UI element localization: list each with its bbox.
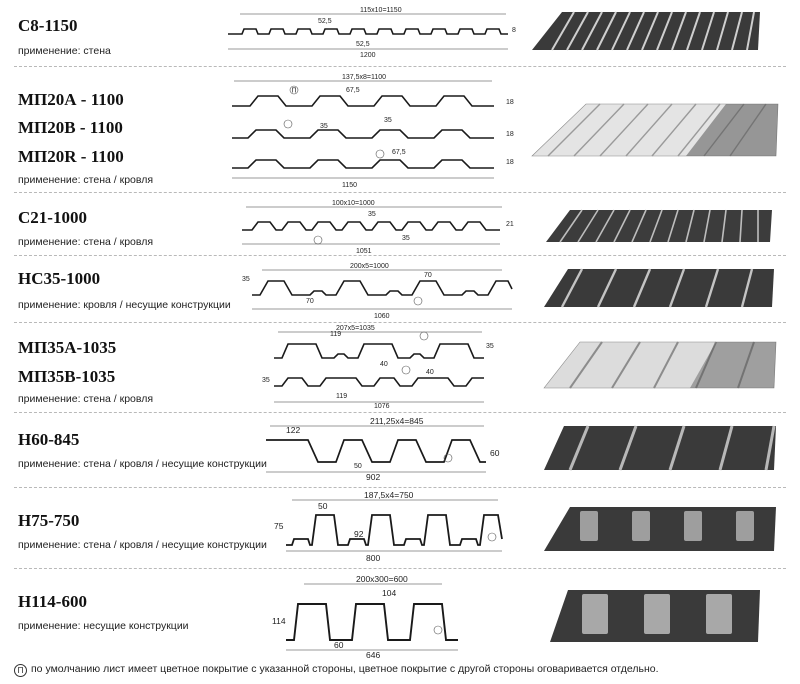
dim-a: 119 <box>330 331 342 338</box>
dim-b: 40 <box>380 361 388 368</box>
profile-row-c8 <box>0 0 800 62</box>
dim-overall: 115х10=1150 <box>360 7 402 14</box>
row-separator <box>14 412 786 413</box>
dim-a: 50 <box>318 501 328 511</box>
profile-title: С8-1150 <box>18 16 78 35</box>
profile-title: НС35-1000 <box>18 269 101 288</box>
sheet-photo <box>540 336 780 400</box>
profile-row-c21 <box>0 194 800 255</box>
dim-height: 21 <box>506 221 514 228</box>
profile-drawing <box>220 2 520 57</box>
row-separator <box>14 487 786 488</box>
dim-a: 70 <box>424 272 432 279</box>
profile-usage: применение: стена / кровля <box>18 236 154 248</box>
dim-width: 1051 <box>356 248 372 255</box>
dim-width: 800 <box>366 553 381 563</box>
dim-height-2: 18 <box>506 131 514 138</box>
dim-height: 18 <box>506 99 514 106</box>
sheet-photo <box>540 204 780 250</box>
dim-width: 1076 <box>374 403 390 410</box>
row-separator <box>14 66 786 67</box>
sheet-photo <box>526 96 786 176</box>
profile-title: МП35В-1035 <box>18 367 116 386</box>
dim-overall: 211,25х4=845 <box>370 416 424 426</box>
dim-b: 50 <box>354 463 362 470</box>
sheet-photo <box>540 420 780 480</box>
profile-usage: применение: стена / кровля <box>18 174 154 186</box>
dim-d: 119 <box>336 393 348 400</box>
dim-c: 40 <box>426 369 434 376</box>
dim-height: 35 <box>486 343 494 350</box>
profile-drawing <box>240 259 530 321</box>
profile-drawing <box>262 414 502 484</box>
profile-row-mp35 <box>0 324 800 410</box>
profile-usage: применение: стена <box>18 45 111 57</box>
profile-title: С21-1000 <box>18 208 87 227</box>
p-mark-icon: П <box>14 664 27 677</box>
dim-a: 67,5 <box>346 87 360 94</box>
profile-title: МП20R - 1100 <box>18 147 124 166</box>
sheet-photo <box>522 6 772 58</box>
dim-a: 35 <box>368 211 376 218</box>
profile-drawing <box>222 70 522 190</box>
dim-width: 646 <box>366 650 381 660</box>
profile-usage: применение: стена / кровля / несущие конструкции <box>18 539 267 551</box>
profile-title: Н114-600 <box>18 592 87 611</box>
dim-overall: 137,5х8=1100 <box>342 74 387 81</box>
profile-row-h114 <box>0 570 800 658</box>
profile-usage: применение: кровля / несущие конструкции <box>18 299 231 311</box>
dim-a: 104 <box>382 588 397 598</box>
dim-overall: 187,5х4=750 <box>364 490 414 500</box>
profile-row-h75 <box>0 489 800 565</box>
sheet-photo <box>540 497 780 561</box>
dim-height: 35 <box>242 276 250 283</box>
dim-overall: 200х5=1000 <box>350 263 389 270</box>
sheet-photo <box>540 263 780 315</box>
profile-row-mp20 <box>0 68 800 190</box>
sheet-photo <box>546 576 766 652</box>
dim-b: 52,5 <box>356 41 370 48</box>
p-mark-label: П <box>291 87 297 95</box>
profile-usage: применение: несущие конструкции <box>18 620 189 632</box>
dim-overall: 100х10=1000 <box>332 200 375 207</box>
row-separator <box>14 255 786 256</box>
profile-row-hc35 <box>0 257 800 319</box>
profile-drawing <box>270 570 490 658</box>
profile-title: МП20А - 1100 <box>18 90 124 109</box>
dim-height: 8 <box>512 27 516 34</box>
row-separator <box>14 192 786 193</box>
profile-usage: применение: стена / кровля <box>18 393 154 405</box>
dim-height: 114 <box>272 616 286 626</box>
dim-b: 35 <box>320 123 328 130</box>
dim-c: 35 <box>384 117 392 124</box>
profile-title: Н75-750 <box>18 511 80 530</box>
dim-b: 60 <box>334 640 344 650</box>
profile-row-h60 <box>0 414 800 484</box>
dim-width: 1060 <box>374 313 390 320</box>
dim-b: 70 <box>306 298 314 305</box>
profile-title: МП20В - 1100 <box>18 118 123 137</box>
footnote <box>14 663 659 677</box>
dim-a: 52,5 <box>318 18 332 25</box>
dim-a: 122 <box>286 425 301 435</box>
dim-width: 1200 <box>360 52 376 59</box>
profile-drawing <box>260 324 500 410</box>
profile-usage: применение: стена / кровля / несущие конструкции <box>18 458 267 470</box>
dim-width: 902 <box>366 472 381 482</box>
dim-overall: 207х5=1035 <box>336 325 375 332</box>
row-separator <box>14 568 786 569</box>
dim-b: 35 <box>402 235 410 242</box>
footnote-text: по умолчанию лист имеет цветное покрытие с указанной стороны, цветное покрытие с другой стороны оговаривается отдельно. <box>31 663 659 675</box>
dim-d: 67,5 <box>392 149 406 156</box>
dim-overall: 200х300=600 <box>356 574 408 584</box>
profile-drawing <box>232 196 522 256</box>
dim-b: 92 <box>354 529 364 539</box>
profile-drawing <box>272 489 512 565</box>
row-separator <box>14 322 786 323</box>
profile-title: МП35А-1035 <box>18 338 117 357</box>
profile-title: Н60-845 <box>18 430 80 449</box>
dim-height: 75 <box>274 521 284 531</box>
dim-height-3: 18 <box>506 159 514 166</box>
dim-height: 60 <box>490 448 500 458</box>
dim-width: 1150 <box>342 182 358 189</box>
dim-height-2: 35 <box>262 377 270 384</box>
